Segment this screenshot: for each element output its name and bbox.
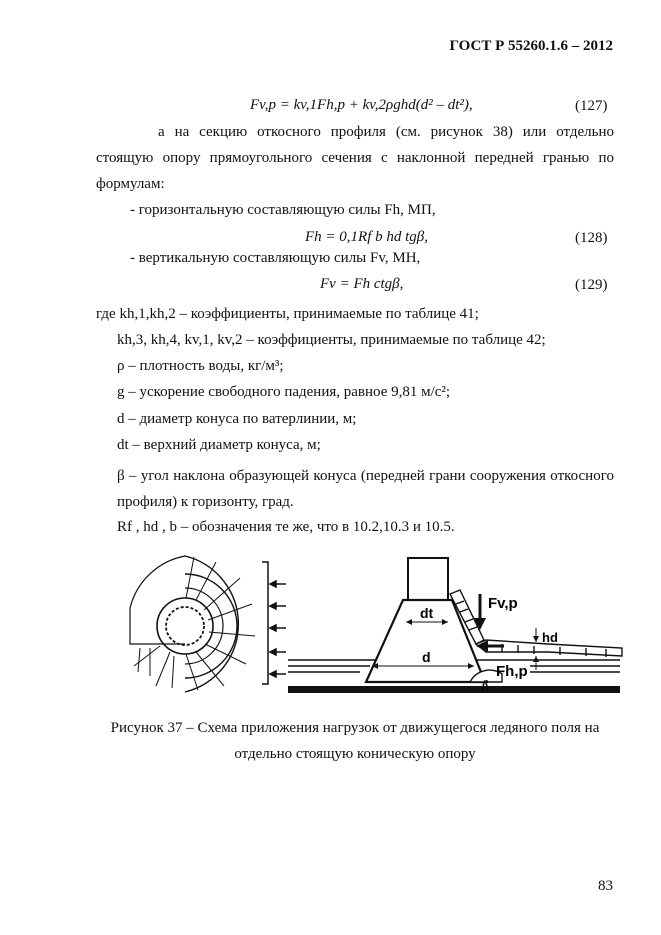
label-beta: β — [482, 677, 489, 691]
definition-kh12: где kh,1,kh,2 – коэффициенты, принимаемые по таблице 41; — [96, 306, 479, 322]
equation-number-127: (127) — [575, 98, 608, 114]
formula-128: Fh = 0,1Rf b hd tgβ, — [305, 229, 429, 245]
label-fvp: Fv,p — [488, 595, 518, 612]
page-number: 83 — [598, 878, 613, 894]
formula-129: Fv = Fh ctgβ, — [320, 276, 404, 292]
intro-paragraph: а на секцию откосного профиля (см. рисунок 38) или отдельно стоящую опору прямоугольного сечения с наклонной передней гранью по формулам: — [96, 124, 614, 192]
figure-caption: Рисунок 37 – Схема приложения нагрузок от движущегося ледяного поля на отдельно стоящую коническую опору — [110, 720, 600, 762]
definition-kh34-kv12: kh,3, kh,4, kv,1, kv,2 – коэффициенты, принимаемые по таблице 42; — [117, 332, 546, 348]
elevation-view — [288, 558, 622, 693]
figure-37-diagram — [110, 548, 630, 708]
definition-rf-hd-b: Rf , hd , b – обозначения те же, что в 10.2,10.3 и 10.5. — [117, 519, 455, 535]
definition-rho: ρ – плотность воды, кг/м³; — [117, 358, 284, 374]
item-vertical-component: - вертикальную составляющую силы Fv, МН, — [130, 250, 421, 266]
document-header: ГОСТ Р 55260.1.6 – 2012 — [449, 38, 613, 54]
label-d: d — [422, 649, 431, 665]
seabed — [288, 686, 620, 693]
formula-127: Fv,p = kv,1Fh,p + kv,2ρghd(d² – dt²), — [250, 97, 473, 113]
definition-beta-text: β – угол наклона образующей конуса (передней грани сооружения откосного профиля) к горизонту, град. — [117, 468, 614, 510]
definition-g: g – ускорение свободного падения, равное 9,81 м/с²; — [117, 384, 451, 400]
definition-dt: dt – верхний диаметр конуса, м; — [117, 437, 321, 453]
item-horizontal-component: - горизонтальную составляющую силы Fh, МП, — [130, 202, 436, 218]
equation-number-128: (128) — [575, 230, 608, 246]
plan-view — [130, 556, 286, 692]
label-hd: hd — [542, 630, 558, 645]
label-dt: dt — [420, 605, 434, 621]
definition-beta — [117, 463, 614, 515]
equation-number-129: (129) — [575, 277, 608, 293]
label-fhp: Fh,p — [496, 663, 528, 680]
definition-d: d – диаметр конуса по ватерлинии, м; — [117, 411, 357, 427]
